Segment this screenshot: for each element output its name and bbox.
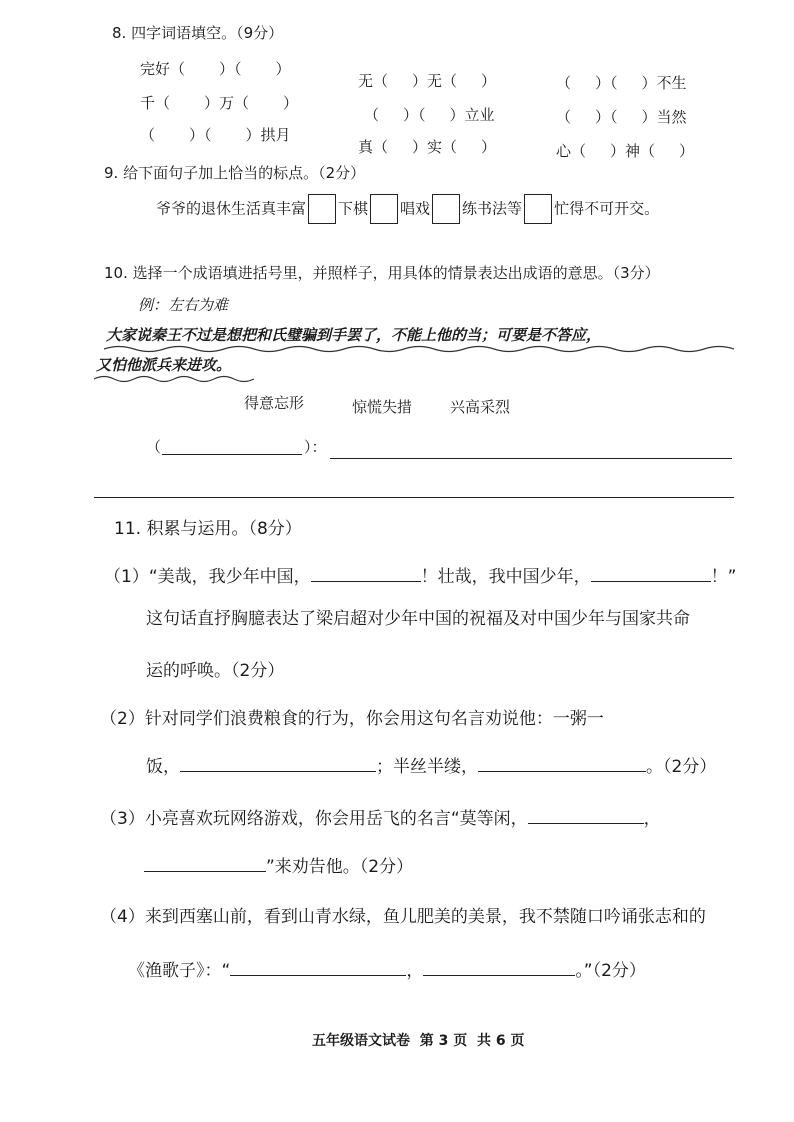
q11-p3-line2: ”来劝告他。（2分） bbox=[144, 852, 413, 877]
punct-box-1[interactable] bbox=[308, 194, 336, 224]
q10-answer-line-1[interactable] bbox=[330, 458, 732, 459]
q11-p1-blank-2[interactable] bbox=[591, 581, 711, 582]
q8-right-row3: 心（ ）神（ ） bbox=[556, 142, 695, 160]
punct-box-3[interactable] bbox=[432, 194, 460, 224]
q9-title: 9. 给下面句子加上恰当的标点。（2分） bbox=[104, 164, 366, 182]
q11-p1-line3: 运的呼唤。（2分） bbox=[146, 661, 285, 681]
q11-p2-blank-2[interactable] bbox=[478, 771, 646, 772]
q11-p3-line1: （3）小亮喜欢玩网络游戏，你会用岳飞的名言“莫等闲， ， bbox=[100, 809, 661, 829]
q8-right-row2: （ ）（ ）当然 bbox=[556, 108, 687, 126]
q11-p4-line1: （4）来到西塞山前，看到山青水绿，鱼儿肥美的美景，我不禁随口吟诵张志和的 bbox=[100, 907, 706, 927]
punct-box-4[interactable] bbox=[524, 194, 552, 224]
q8-left-row3: （ ）（ ）拱月 bbox=[140, 126, 291, 144]
handwritten-underline-1 bbox=[104, 344, 734, 354]
q10-title: 10. 选择一个成语填进括号里，并照样子，用具体的情景表达出成语的意思。（3分） bbox=[104, 264, 660, 282]
idiom-2: 惊慌失措 bbox=[352, 398, 413, 416]
q8-mid-row1: 无（ ）无（ ） bbox=[358, 72, 497, 90]
q11-p2-line1: （2）针对同学们浪费粮食的行为，你会用这句名言劝说他：一粥一 bbox=[100, 709, 604, 729]
q8-left-row2: 千（ ）万（ ） bbox=[140, 94, 299, 112]
q8-mid-row2: （ ）（ ）立业 bbox=[364, 106, 495, 124]
q11-p2-blank-1[interactable] bbox=[180, 771, 376, 772]
q10-idiom-blank[interactable] bbox=[162, 454, 302, 455]
q11-p4-blank-1[interactable] bbox=[230, 975, 406, 976]
page-footer: 五年级语文试卷 第 3 页 共 6 页 bbox=[312, 1033, 525, 1049]
q11-p4-line2: 《渔歌子》：“ ， 。”（2分） bbox=[128, 961, 646, 981]
q11-p3-blank-1[interactable] bbox=[528, 823, 644, 824]
idiom-3: 兴高采烈 bbox=[450, 398, 511, 416]
q11-p1-line2: 这句话直抒胸臆表达了梁启超对少年中国的祝福及对中国少年与国家共命 bbox=[146, 609, 690, 629]
q10-example-label: 例：左右为难 bbox=[138, 296, 229, 314]
punct-box-2[interactable] bbox=[370, 194, 398, 224]
q10-answer-line-2[interactable] bbox=[94, 497, 734, 498]
q8-left-row1: 完好（ ）（ ） bbox=[140, 60, 291, 78]
q10-open-paren: （ bbox=[146, 438, 162, 456]
q11-p4-blank-2[interactable] bbox=[423, 975, 575, 976]
q11-p3-blank-2[interactable] bbox=[144, 871, 266, 872]
q11-p1-line1: （1）“美哉，我少年中国， ！壮哉，我中国少年， ！” bbox=[104, 567, 737, 587]
q11-title: 11. 积累与运用。（8分） bbox=[114, 519, 302, 539]
q8-right-row1: （ ）（ ）不生 bbox=[556, 74, 687, 92]
q10-example-line1: 大家说秦王不过是想把和氏璧骗到手罢了，不能上他的当；可要是不答应， bbox=[106, 326, 602, 344]
q8-title: 8. 四字词语填空。（9分） bbox=[112, 24, 284, 42]
q8-mid-row3: 真（ ）实（ ） bbox=[358, 138, 497, 156]
q11-p1-blank-1[interactable] bbox=[311, 581, 421, 582]
q11-p2-line2: 饭， ；半丝半缕， 。（2分） bbox=[146, 757, 717, 777]
q9-sentence: 爷爷的退休生活真丰富 下棋 唱戏 练书法等 忙得不可开交。 bbox=[156, 194, 659, 224]
idiom-1: 得意忘形 bbox=[244, 394, 305, 412]
q10-example-line2: 又怕他派兵来进攻。 bbox=[96, 356, 232, 374]
q10-close-paren: ）： bbox=[304, 438, 327, 456]
handwritten-underline-2 bbox=[94, 374, 254, 384]
